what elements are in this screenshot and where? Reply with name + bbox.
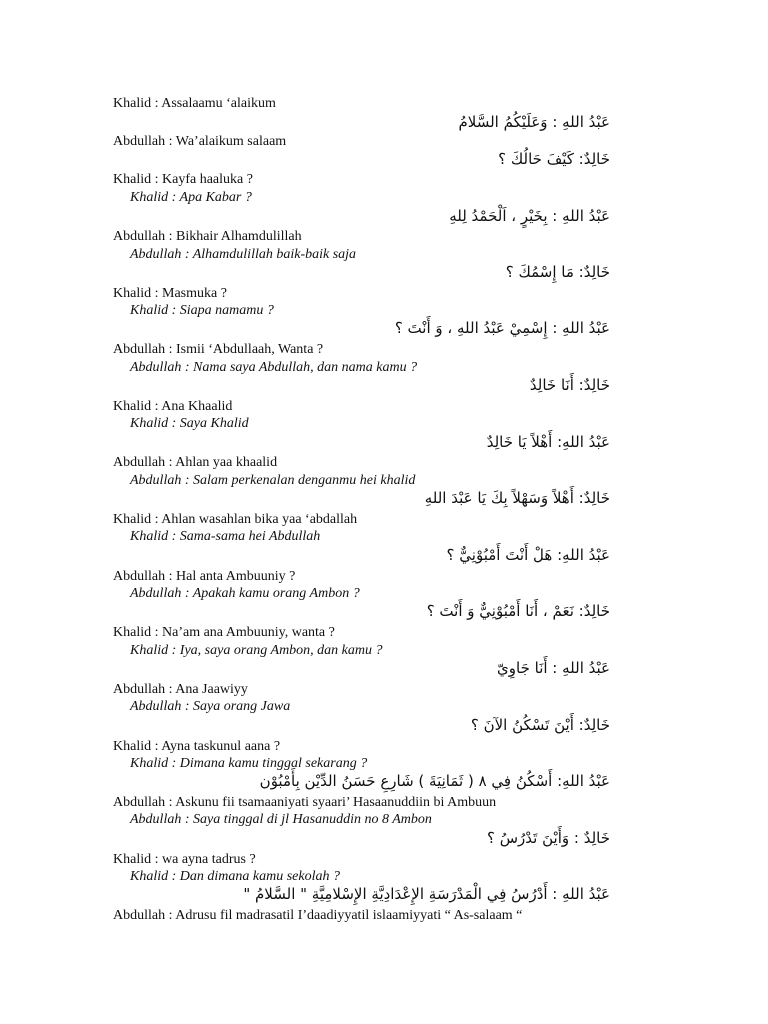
dialogue-line-latin: Abdullah : Bikhair Alhamdulillah	[113, 229, 302, 244]
dialogue-line-latin: Khalid : Ayna taskunul aana ?	[113, 739, 281, 754]
dialogue-line-arabic: عَبْدُ اللهِ: هَلْ أَنْتَ أَمْبُوْنِيٌّ ؟	[446, 546, 610, 564]
dialogue-line-translation: Khalid : Iya, saya orang Ambon, dan kamu ?	[130, 643, 383, 658]
dialogue-line-latin: Khalid : Kayfa haaluka ?	[113, 172, 253, 187]
dialogue-line-latin: Abdullah : Adrusu fil madrasatil I’daadiyyatil islaamiyyati “ As-salaam “	[113, 908, 523, 923]
dialogue-line-arabic: خَالِدٌ: مَا إِسْمُكَ ؟	[505, 263, 610, 281]
dialogue-line-translation: Khalid : Dimana kamu tinggal sekarang ?	[130, 756, 368, 771]
dialogue-line-translation: Khalid : Siapa namamu ?	[130, 303, 274, 318]
dialogue-line-arabic: عَبْدُ اللهِ: أَهْلاً يَا خَالِدٌ	[486, 433, 610, 451]
dialogue-line-latin: Abdullah : Wa’alaikum salaam	[113, 134, 287, 149]
dialogue-line-translation: Abdullah : Apakah kamu orang Ambon ?	[130, 586, 360, 601]
dialogue-line-arabic: عَبْدُ اللهِ : إِسْمِيْ عَبْدُ اللهِ ، وَ أَنْتَ ؟	[394, 319, 610, 337]
dialogue-line-arabic: عَبْدُ اللهِ : أَدْرُسُ فِي الْمَدْرَسَةِ الإِعْدَادِيَّةِ الإِسْلامِيَّةِ " السَّلامُ "	[243, 885, 610, 903]
dialogue-line-latin: Khalid : Na’am ana Ambuuniy, wanta ?	[113, 625, 335, 640]
dialogue-line-latin: Khalid : Assalaamu ‘alaikum	[113, 96, 276, 111]
dialogue-line-latin: Abdullah : Ismii ‘Abdullaah, Wanta ?	[113, 342, 324, 357]
dialogue-line-translation: Abdullah : Salam perkenalan denganmu hei khalid	[130, 473, 416, 488]
dialogue-line-latin: Abdullah : Hal anta Ambuuniy ?	[113, 569, 296, 584]
dialogue-line-translation: Khalid : Saya Khalid	[130, 416, 249, 431]
dialogue-line-latin: Khalid : Masmuka ?	[113, 286, 227, 301]
dialogue-line-latin: Abdullah : Ana Jaawiyy	[113, 682, 248, 697]
dialogue-line-translation: Khalid : Dan dimana kamu sekolah ?	[130, 869, 340, 884]
dialogue-line-arabic: خَالِدٌ: نَعَمْ ، أَنَا أَمْبُوْنِيٌّ وَ أَنْتَ ؟	[426, 602, 610, 620]
dialogue-line-translation: Abdullah : Alhamdulillah baik-baik saja	[130, 247, 357, 262]
dialogue-line-arabic: خَالِدٌ: أَنَا خَالِدٌ	[529, 376, 610, 394]
dialogue-line-arabic: خَالِدٌ: كَيْفَ حَالُكَ ؟	[498, 150, 610, 168]
dialogue-line-latin: Khalid : Ana Khaalid	[113, 399, 233, 414]
dialogue-line-arabic: خَالِدٌ : وَأَيْنَ تَدْرُسُ ؟	[487, 829, 610, 847]
dialogue-line-arabic: عَبْدُ اللهِ : بِخَيْرٍ ، اَلْحَمْدُ لِلهِ	[449, 207, 610, 225]
dialogue-line-translation: Abdullah : Saya orang Jawa	[130, 699, 291, 714]
dialogue-line-latin: Khalid : wa ayna tadrus ?	[113, 852, 256, 867]
dialogue-line-arabic: عَبْدُ اللهِ : أَنَا جَاوِيّ	[497, 659, 610, 677]
dialogue-line-latin: Khalid : Ahlan wasahlan bika yaa ‘abdallah	[113, 512, 358, 527]
dialogue-line-translation: Khalid : Sama-sama hei Abdullah	[130, 529, 321, 544]
dialogue-line-arabic: عَبْدُ اللهِ : وَعَلَيْكُمُ السَّلامُ	[458, 113, 610, 131]
dialogue-line-arabic: عَبْدُ اللهِ: أَسْكُنُ فِي ٨ ( ثَمَانِيَةَ ) شَارِعِ حَسَنُ الدِّيْن بِأَمْبُوْن	[259, 772, 610, 790]
dialogue-line-translation: Khalid : Apa Kabar ?	[130, 190, 252, 205]
dialogue-line-translation: Abdullah : Saya tinggal di jl Hasanuddin no 8 Ambon	[130, 812, 432, 827]
dialogue-line-latin: Abdullah : Ahlan yaa khaalid	[113, 455, 278, 470]
dialogue-line-latin: Abdullah : Askunu fii tsamaaniyati syaari’ Hasaanuddiin bi Ambuun	[113, 795, 497, 810]
dialogue-line-arabic: خَالِدٌ: أَيْنَ تَسْكُنُ الآنَ ؟	[470, 716, 610, 734]
dialogue-line-arabic: خَالِدٌ: أَهْلاً وَسَهْلاً بِكَ يَا عَبْدَ اللهِ	[424, 489, 610, 507]
dialogue-line-translation: Abdullah : Nama saya Abdullah, dan nama kamu ?	[130, 360, 418, 375]
